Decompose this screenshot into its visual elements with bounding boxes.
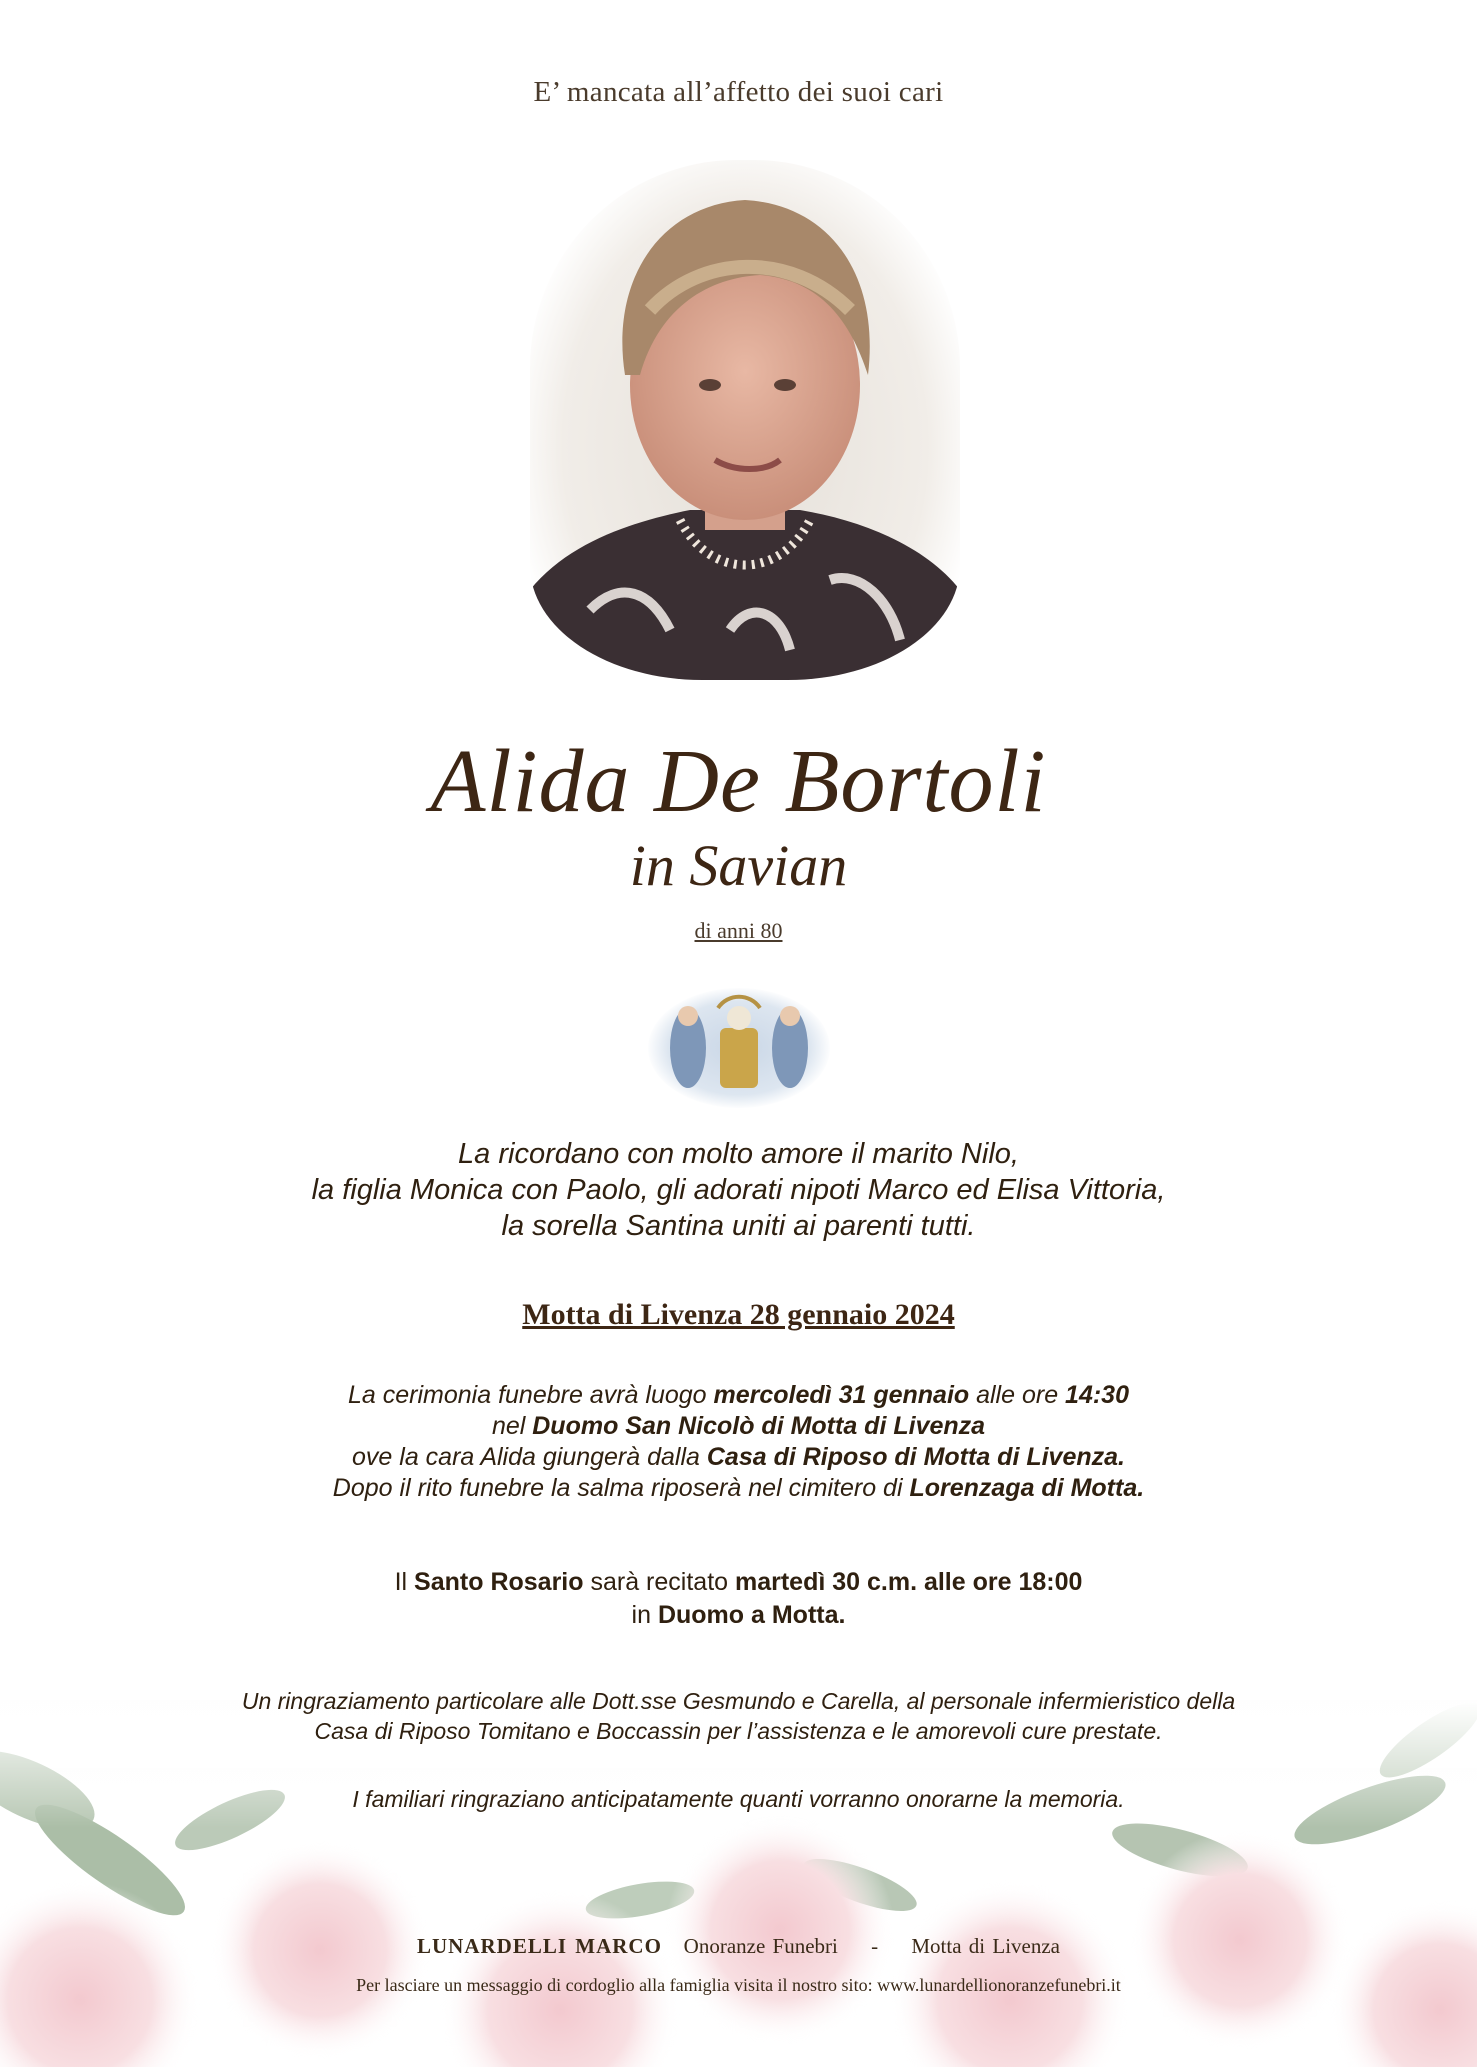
rosary-line <box>0 1566 1477 1599</box>
age-line: di anni 80 <box>694 918 783 943</box>
ceremony-text: alle ore <box>969 1381 1066 1409</box>
ceremony-text: ove la cara Alida giungerà dalla <box>352 1443 707 1471</box>
rosary-details <box>0 1566 1477 1632</box>
funeral-home-service: Onoranze Funebri <box>683 1934 838 1958</box>
rosary-text: sarà recitato <box>583 1568 735 1596</box>
ceremony-text: Dopo il rito funebre la salma riposerà nel cimitero di <box>332 1474 910 1502</box>
religious-image <box>648 988 830 1108</box>
remembrance-line: La ricordano con molto amore il marito Nilo, <box>458 1138 1019 1170</box>
remembrance-line: la sorella Santina uniti ai parenti tutti. <box>501 1210 976 1242</box>
remembrance-line: la figlia Monica con Paolo, gli adorati nipoti Marco ed Elisa Vittoria, <box>311 1174 1166 1206</box>
rosary-text: in <box>631 1601 658 1629</box>
ceremony-cemetery: Lorenzaga di Motta. <box>909 1474 1145 1502</box>
floral-border-decoration <box>0 1700 1477 2067</box>
rosary-line <box>0 1599 1477 1632</box>
funeral-home-line <box>0 1934 1477 1959</box>
ceremony-line <box>0 1411 1477 1442</box>
ceremony-line <box>0 1473 1477 1504</box>
ceremony-time: 14:30 <box>1065 1381 1129 1409</box>
ceremony-church: Duomo San Nicolò di Motta di Livenza <box>532 1412 986 1440</box>
rosary-datetime: martedì 30 c.m. alle ore 18:00 <box>734 1568 1083 1596</box>
acknowledgement-text <box>0 1686 1477 1746</box>
funeral-home-city: Motta di Livenza <box>911 1934 1060 1958</box>
footer-separator: - <box>871 1934 879 1958</box>
place-date: Motta di Livenza 28 gennaio 2024 <box>522 1298 955 1331</box>
rosary-title: Santo Rosario <box>414 1568 584 1596</box>
rosary-place: Duomo a Motta. <box>657 1601 846 1629</box>
married-name: in Savian <box>629 833 848 898</box>
remembrance-text <box>0 1136 1477 1244</box>
ceremony-details <box>0 1380 1477 1504</box>
portrait-photo <box>530 160 960 680</box>
deceased-name: Alida De Bortoli <box>430 732 1047 831</box>
ceremony-text: nel <box>491 1412 533 1440</box>
acknowledgement-line: Un ringraziamento particolare alle Dott.sse Gesmundo e Carella, al personale infermieristico della <box>241 1688 1236 1714</box>
ceremony-text: La cerimonia funebre avrà luogo <box>348 1381 714 1409</box>
condolence-message-line: Per lasciare un messaggio di cordoglio alla famiglia visita il nostro sito: www.lunardellionoranzefunebri.it <box>356 1975 1121 1995</box>
intro-line: E’ mancata all’affetto dei suoi cari <box>533 76 944 108</box>
ceremony-line <box>0 1442 1477 1473</box>
acknowledgement-line: Casa di Riposo Tomitano e Boccassin per l’assistenza e le amorevoli cure prestate. <box>314 1718 1163 1744</box>
ceremony-date: mercoledì 31 gennaio <box>713 1381 970 1409</box>
funeral-home-name: LUNARDELLI MARCO <box>416 1934 662 1958</box>
family-thanks: I familiari ringraziano anticipatamente quanti vorranno onorarne la memoria. <box>352 1786 1125 1812</box>
ceremony-line <box>0 1380 1477 1411</box>
ceremony-origin: Casa di Riposo di Motta di Livenza. <box>706 1443 1125 1471</box>
rosary-text: Il <box>394 1568 415 1596</box>
